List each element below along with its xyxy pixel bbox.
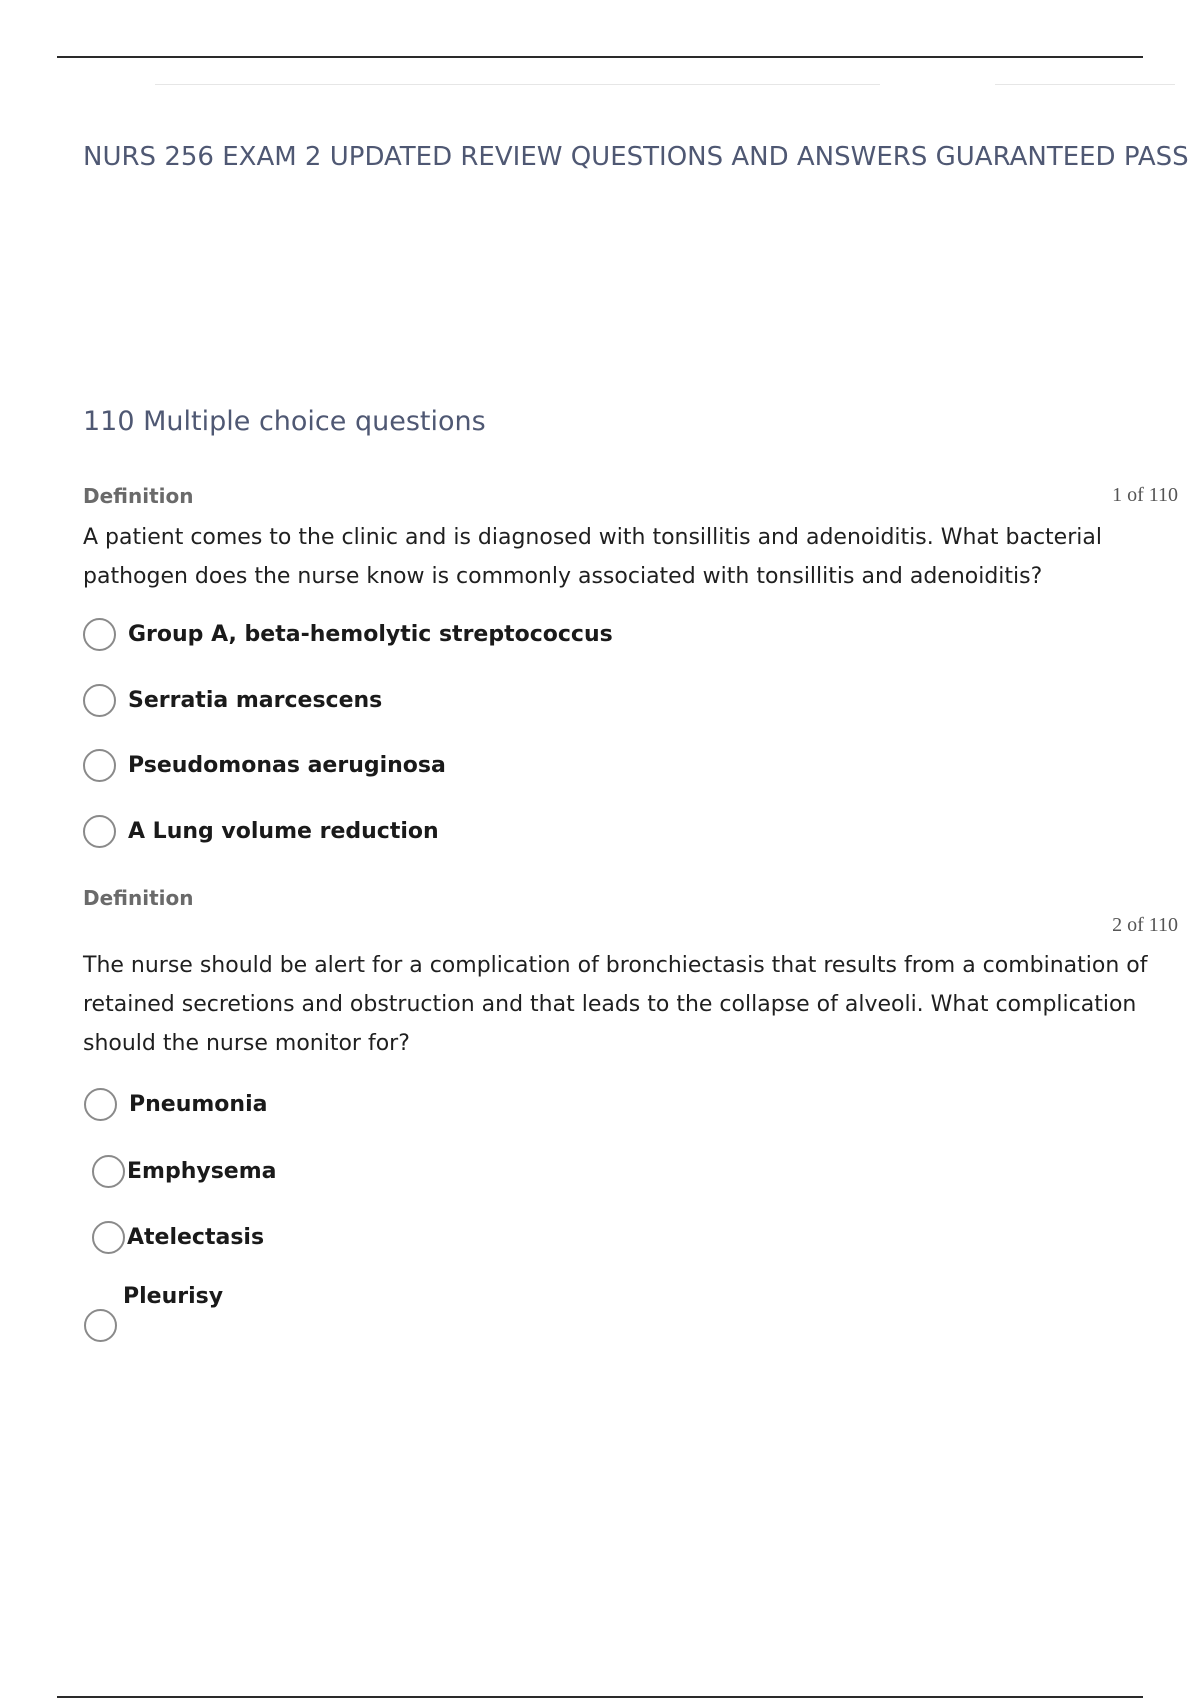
answer-option[interactable] bbox=[83, 618, 613, 651]
radio-button[interactable] bbox=[84, 1088, 117, 1121]
answer-option[interactable] bbox=[84, 1088, 267, 1121]
answer-option[interactable] bbox=[92, 1221, 264, 1254]
answer-option[interactable] bbox=[92, 1155, 277, 1188]
option-label: Pleurisy bbox=[123, 1284, 224, 1309]
option-label: Pneumonia bbox=[129, 1092, 268, 1117]
answer-option[interactable] bbox=[84, 1284, 223, 1342]
option-label: Emphysema bbox=[127, 1159, 277, 1184]
question-card bbox=[83, 882, 1178, 1352]
question-card bbox=[83, 480, 1178, 860]
option-label: Atelectasis bbox=[127, 1225, 265, 1250]
answer-option[interactable] bbox=[83, 815, 439, 848]
radio-button[interactable] bbox=[92, 1221, 125, 1254]
question-text: A patient comes to the clinic and is diagnosed with tonsillitis and adenoiditis. What bacterial pathogen does the nurse know is commonly associated with tonsillitis and adenoiditis? bbox=[83, 525, 1102, 589]
option-label: Group A, beta-hemolytic streptococcus bbox=[128, 622, 613, 647]
option-label: Pseudomonas aeruginosa bbox=[128, 753, 446, 778]
document-title: NURS 256 EXAM 2 UPDATED REVIEW QUESTIONS AND ANSWERS GUARANTEED PASS bbox=[83, 142, 1189, 172]
answer-option[interactable] bbox=[83, 749, 446, 782]
faint-divider bbox=[995, 84, 1175, 85]
radio-button[interactable] bbox=[83, 618, 116, 651]
top-rule bbox=[57, 56, 1143, 58]
option-label: Serratia marcescens bbox=[128, 688, 383, 713]
radio-button[interactable] bbox=[83, 749, 116, 782]
radio-button[interactable] bbox=[92, 1155, 125, 1188]
question-text: The nurse should be alert for a complication of bronchiectasis that results from a combination of retained secretions and obstruction and that leads to the collapse of alveoli. What complication should the nurse monitor for? bbox=[83, 953, 1148, 1056]
radio-button[interactable] bbox=[83, 684, 116, 717]
option-label: A Lung volume reduction bbox=[128, 819, 439, 844]
radio-button[interactable] bbox=[83, 815, 116, 848]
answer-option[interactable] bbox=[83, 684, 382, 717]
card-counter: 1 of 110 bbox=[1112, 484, 1178, 506]
card-label: Definition bbox=[83, 886, 194, 910]
faint-divider bbox=[155, 84, 880, 85]
card-label: Definition bbox=[83, 484, 194, 508]
section-heading: 110 Multiple choice questions bbox=[83, 406, 486, 437]
card-counter: 2 of 110 bbox=[1112, 914, 1178, 936]
radio-button[interactable] bbox=[84, 1309, 117, 1342]
bottom-rule bbox=[57, 1696, 1143, 1698]
